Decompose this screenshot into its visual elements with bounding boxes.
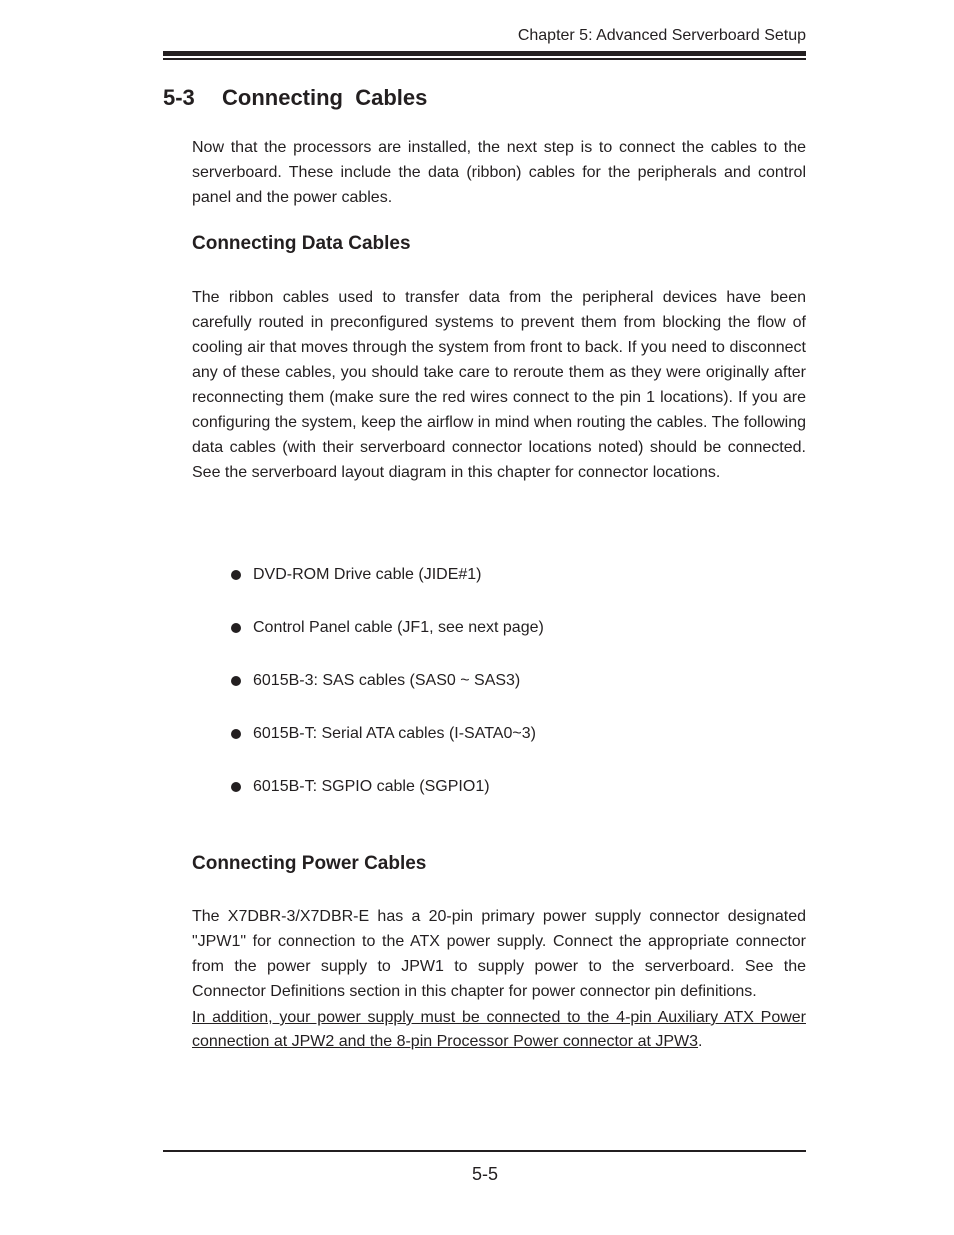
section-title: [163, 84, 427, 112]
power-note-underlined: In addition, your power supply must be connected to the 4-pin Auxiliary ATX Power connection at JPW2 and the 8-pin Processor Power connector at JPW3: [192, 1009, 806, 1050]
power-note-end: .: [698, 1033, 703, 1050]
power-cables-paragraph: The X7DBR-3/X7DBR-E has a 20-pin primary power supply connector designated "JPW1" for connection to the ATX power supply. Connect the appropriate connector from the power supply to JPW1 to supply power to the serverboard. See the Connector Definitions section in this chapter for power connector pin definitions.: [192, 908, 806, 1000]
power-cables-heading: Connecting Power Cables: [192, 853, 427, 874]
data-cables-heading: Connecting Data Cables: [192, 233, 411, 254]
bullet-icon: [231, 729, 241, 739]
power-cables-note: [192, 1006, 806, 1054]
page-number: 5-5: [471, 1164, 498, 1184]
section-number: 5-3: [163, 85, 195, 110]
header-rule-thick: [163, 51, 806, 56]
intro-paragraph: Now that the processors are installed, the next step is to connect the cables to the serverboard. These include the data (ribbon) cables for the peripherals and control panel and the power cables.: [192, 139, 806, 206]
bullet-icon: [231, 676, 241, 686]
bullet-icon: [231, 782, 241, 792]
footer-rule: [163, 1150, 806, 1152]
bullet-icon: [231, 623, 241, 633]
data-cables-paragraph: The ribbon cables used to transfer data from the peripheral devices have been carefully routed in preconfigured systems to prevent them from blocking the flow of cooling air that moves through the system from front to back. If you need to disconnect any of these cables, you should take care to reroute them as they were originally after reconnecting them (make sure the red wires connect to the pin 1 locations). If you are configuring the system, keep the airflow in mind when routing the cables. The following data cables (with their serverboard connector locations noted) should be connected. See the serverboard layout diagram in this chapter for connector locations.: [192, 289, 806, 481]
list-item-text: 6015B-T: Serial ATA cables (I-SATA0~3): [253, 725, 536, 742]
section-title-text: Connecting Cables: [222, 85, 428, 110]
list-item-text: Control Panel cable (JF1, see next page): [253, 619, 544, 636]
list-item-text: DVD-ROM Drive cable (JIDE#1): [253, 566, 482, 583]
list-item-text: 6015B-3: SAS cables (SAS0 ~ SAS3): [253, 672, 521, 689]
header-rule-thin: [163, 58, 806, 60]
running-header: Chapter 5: Advanced Serverboard Setup: [517, 27, 806, 44]
list-item-text: 6015B-T: SGPIO cable (SGPIO1): [253, 778, 490, 795]
bullet-icon: [231, 570, 241, 580]
